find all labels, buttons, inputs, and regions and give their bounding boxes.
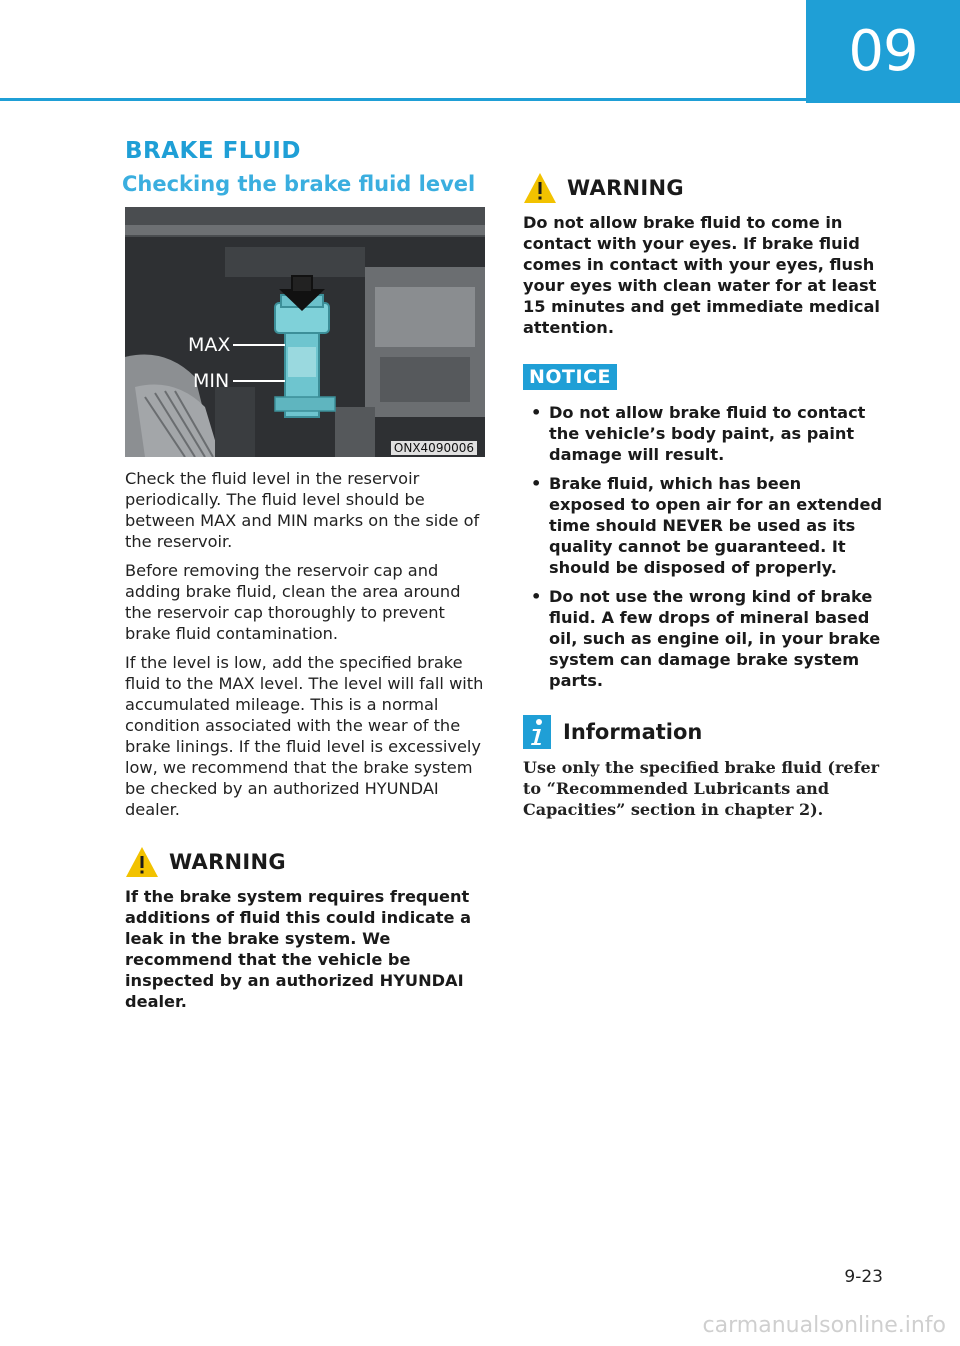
subsection-title: Checking the brake fluid level	[122, 172, 476, 196]
warning-header	[523, 172, 883, 204]
notice-item: • Brake fluid, which has been exposed to open air for an extended time should NEVER be used as its quality cannot be guaranteed. It should be disposed of properly.	[531, 474, 883, 577]
warning-text: Do not allow brake fluid to come in contact with your eyes. If brake fluid comes in contact with your eyes, flush your eyes with clean water for at least 15 minutes and get immediate medical attention.	[523, 213, 880, 337]
watermark: carmanualsonline.info	[702, 1313, 946, 1338]
min-mark-label: MIN	[193, 370, 230, 392]
chapter-tab: 09	[806, 0, 960, 103]
warning-triangle-icon	[523, 172, 557, 204]
warning-header	[125, 846, 490, 878]
information-label: Information	[563, 720, 703, 744]
warning-box	[125, 846, 490, 1012]
paragraph: If the level is low, add the specified brake fluid to the MAX level. The level will fall with accumulated mileage. This is a normal condition associated with the wear of the brake linings. If the fluid level is excessively low, we recommend that the brake system be checked by an authorized HYUNDAI dealer.	[125, 653, 484, 819]
notice-badge: NOTICE	[523, 364, 617, 390]
page-number: 9-23	[844, 1267, 883, 1287]
notice-list	[523, 402, 883, 691]
warning-box	[523, 172, 883, 338]
warning-triangle-icon	[125, 846, 159, 878]
notice-item-text: Do not allow brake fluid to contact the vehicle’s body paint, as paint damage will result.	[549, 403, 866, 464]
information-text: Use only the specified brake fluid (refer to “Recommended Lubricants and Capacities” section in chapter 2).	[523, 758, 880, 819]
notice-item: • Do not allow brake fluid to contact the vehicle’s body paint, as paint damage will result.	[531, 403, 866, 464]
information-box	[523, 715, 883, 820]
brake-fluid-reservoir-photo	[125, 207, 485, 457]
paragraph: Before removing the reservoir cap and adding brake fluid, clean the area around the reservoir cap thoroughly to prevent brake fluid contamination.	[125, 561, 461, 643]
notice-item-text: Do not use the wrong kind of brake fluid. A few drops of mineral based oil, such as engine oil, in your brake system can damage brake system parts.	[549, 587, 881, 690]
paragraph: Check the fluid level in the reservoir periodically. The fluid level should be between MAX and MIN marks on the side of the reservoir.	[125, 469, 480, 551]
left-column	[125, 468, 490, 1012]
image-code: ONX4090006	[391, 441, 477, 455]
max-mark-label: MAX	[188, 334, 231, 356]
warning-label: WARNING	[169, 850, 286, 874]
warning-text: If the brake system requires frequent additions of fluid this could indicate a leak in the brake system. We recommend that the vehicle be inspected by an authorized HYUNDAI dealer.	[125, 887, 472, 1011]
header-rule	[0, 98, 806, 101]
information-header	[523, 715, 883, 749]
notice-box	[523, 364, 883, 691]
warning-label: WARNING	[567, 176, 684, 200]
information-icon	[523, 715, 551, 749]
section-title: BRAKE FLUID	[125, 138, 301, 164]
notice-item-text: Brake fluid, which has been exposed to open air for an extended time should NEVER be used as its quality cannot be guaranteed. It should be disposed of properly.	[549, 474, 883, 577]
notice-item: • Do not use the wrong kind of brake fluid. A few drops of mineral based oil, such as engine oil, in your brake system can damage brake system parts.	[531, 587, 881, 690]
right-column	[523, 172, 883, 820]
